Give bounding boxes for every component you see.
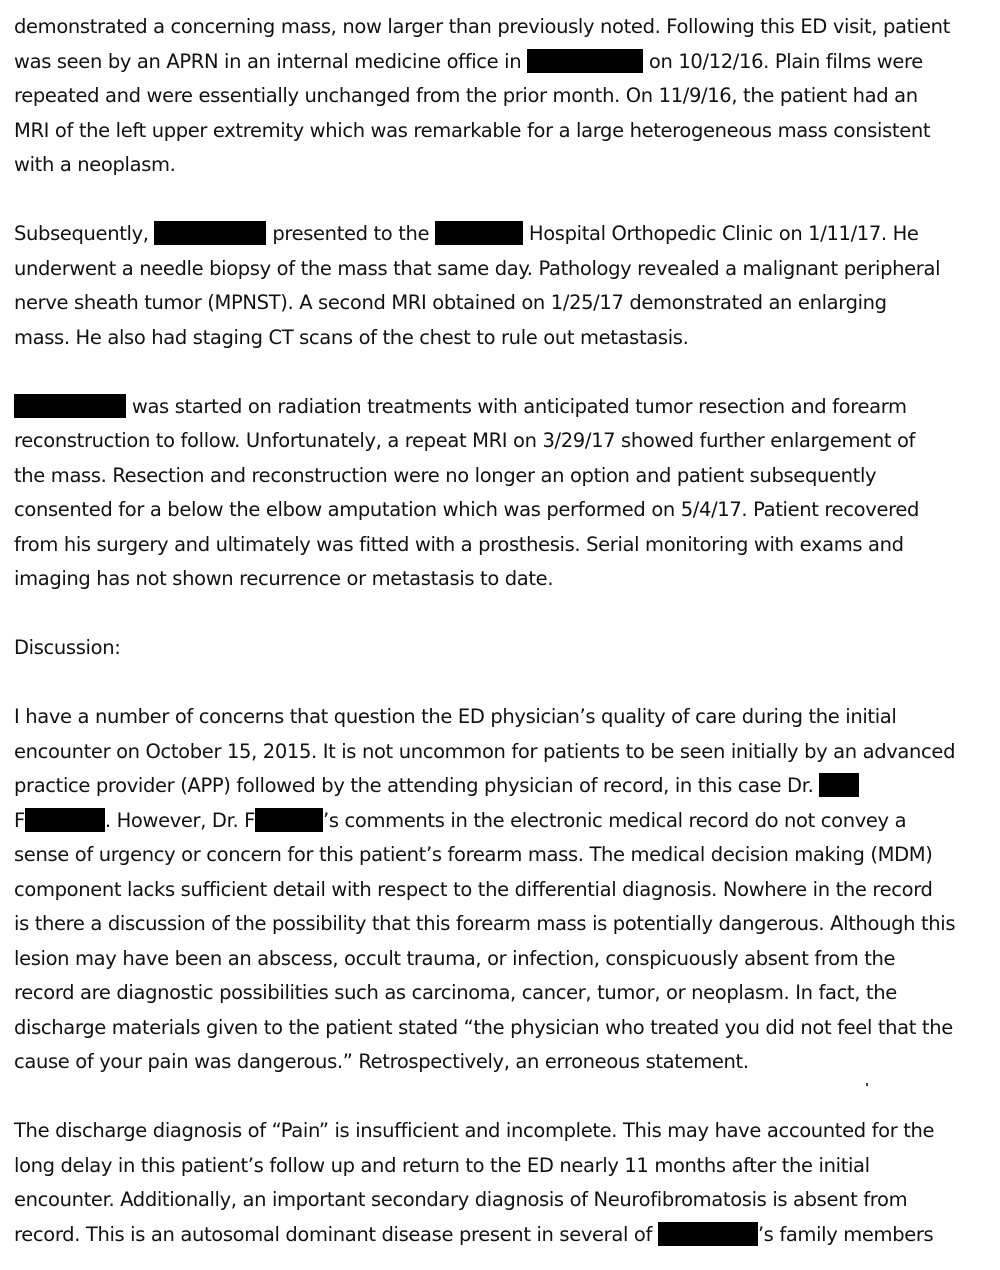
redaction-block bbox=[819, 773, 859, 797]
text-line: encounter. Additionally, an important secondary diagnosis of Neurofibromatosis is absent from bbox=[14, 1188, 908, 1211]
paragraph-orthopedic-clinic bbox=[14, 217, 1000, 355]
text-line: I have a number of concerns that question the ED physician’s quality of care during the initial bbox=[14, 705, 897, 728]
text-line: discharge materials given to the patient stated “the physician who treated you did not feel that the bbox=[14, 1015, 953, 1039]
text-line: cause of your pain was dangerous.” Retrospectively, an erroneous statement. bbox=[14, 1050, 749, 1073]
text-line: The discharge diagnosis of “Pain” is insufficient and incomplete. This may have accounted for the bbox=[14, 1119, 935, 1142]
redaction-block bbox=[527, 49, 643, 73]
document-page bbox=[14, 10, 1000, 1252]
text-line: F . However, Dr. F ’s comments in the electronic medical record do not convey a bbox=[14, 808, 907, 832]
redaction-block bbox=[14, 394, 126, 418]
paragraph-radiation-amputation bbox=[14, 390, 1000, 597]
redaction-block bbox=[25, 808, 105, 832]
section-heading-discussion bbox=[14, 631, 1000, 666]
text-line: with a neoplasm. bbox=[14, 153, 176, 176]
paragraph-follow-up-visits bbox=[14, 10, 1000, 183]
text-line: Subsequently, presented to the Hospital Orthopedic Clinic on 1/11/17. He bbox=[14, 222, 919, 245]
text-line: repeated and were essentially unchanged from the prior month. On 11/9/16, the patient had an bbox=[14, 84, 918, 107]
scan-speck bbox=[866, 1083, 868, 1086]
text-line: reconstruction to follow. Unfortunately, a repeat MRI on 3/29/17 showed further enlargement of bbox=[14, 429, 916, 452]
text-line: record are diagnostic possibilities such as carcinoma, cancer, tumor, or neoplasm. In fact, the bbox=[14, 981, 897, 1004]
text-line: underwent a needle biopsy of the mass that same day. Pathology revealed a malignant peripheral bbox=[14, 256, 941, 280]
text-line: nerve sheath tumor (MPNST). A second MRI obtained on 1/25/17 demonstrated an enlarging bbox=[14, 291, 887, 314]
text-line: practice provider (APP) followed by the attending physician of record, in this case Dr. bbox=[14, 769, 1000, 804]
heading-text: Discussion: bbox=[14, 636, 121, 659]
text-line: was seen by an APRN in an internal medicine office in on 10/12/16. Plain films were bbox=[14, 49, 923, 73]
redaction-block bbox=[435, 221, 523, 245]
text-line: was started on radiation treatments with anticipated tumor resection and forearm bbox=[14, 390, 1000, 425]
text-line: MRI of the left upper extremity which was remarkable for a large heterogeneous mass consistent bbox=[14, 118, 931, 142]
text-line: long delay in this patient’s follow up and return to the ED nearly 11 months after the initial bbox=[14, 1153, 870, 1177]
text-line: component lacks sufficient detail with respect to the differential diagnosis. Nowhere in the record bbox=[14, 877, 933, 901]
redaction-block bbox=[255, 808, 323, 832]
redaction-block bbox=[154, 221, 266, 245]
paragraph-quality-of-care-concerns bbox=[14, 700, 1000, 1080]
redaction-block bbox=[658, 1222, 758, 1246]
text-line: demonstrated a concerning mass, now larger than previously noted. Following this ED visit, patient bbox=[14, 15, 950, 38]
text-line: mass. He also had staging CT scans of the chest to rule out metastasis. bbox=[14, 325, 689, 349]
text-line: lesion may have been an abscess, occult trauma, or infection, conspicuously absent from the bbox=[14, 946, 896, 970]
text-line: record. This is an autosomal dominant disease present in several of ’s family members bbox=[14, 1222, 934, 1246]
text-line: imaging has not shown recurrence or metastasis to date. bbox=[14, 567, 554, 590]
text-line: consented for a below the elbow amputation which was performed on 5/4/17. Patient recovered bbox=[14, 498, 919, 521]
paragraph-discharge-diagnosis bbox=[14, 1114, 1000, 1252]
text-line: sense of urgency or concern for this patient’s forearm mass. The medical decision making (MDM) bbox=[14, 843, 933, 866]
text-line: encounter on October 15, 2015. It is not uncommon for patients to be seen initially by an advanced bbox=[14, 739, 956, 763]
text-line: from his surgery and ultimately was fitted with a prosthesis. Serial monitoring with exams and bbox=[14, 532, 904, 556]
text-line: is there a discussion of the possibility that this forearm mass is potentially dangerous. Although this bbox=[14, 912, 956, 935]
text-line: the mass. Resection and reconstruction were no longer an option and patient subsequently bbox=[14, 463, 877, 487]
